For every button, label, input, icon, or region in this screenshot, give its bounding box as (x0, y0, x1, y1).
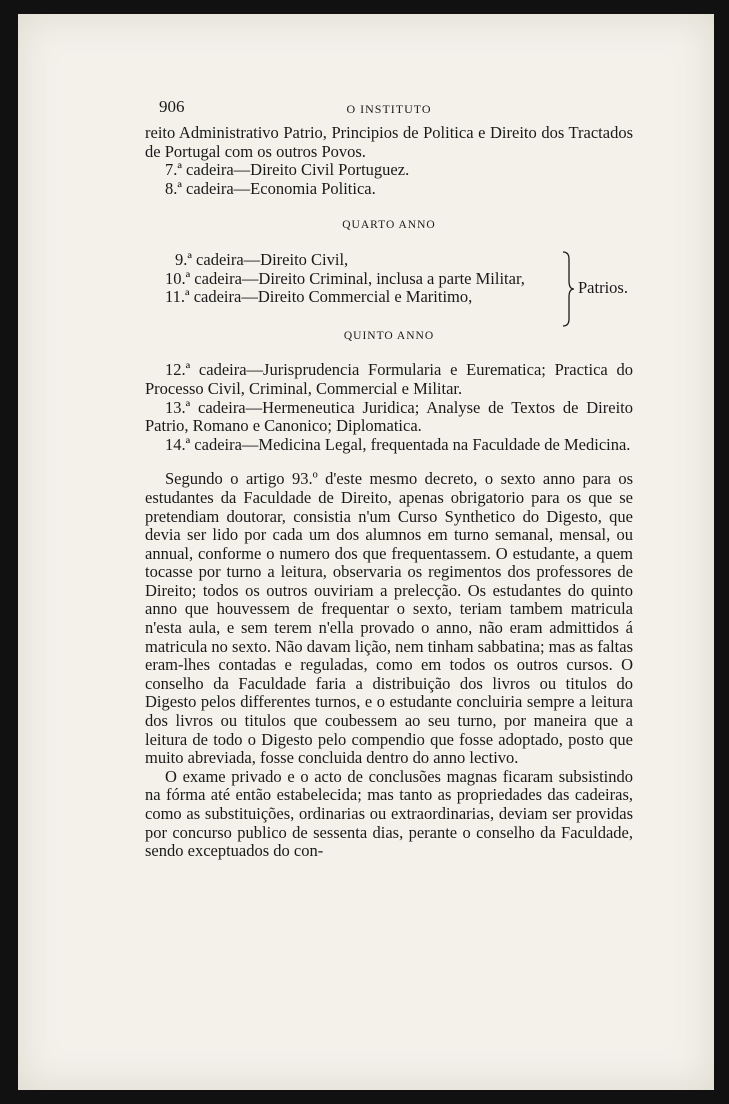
body-paragraph: O exame privado e o acto de conclusões magnas ficaram subsistindo na fórma até então estabelecida; mas tanto as propriedades das cadeiras, como as substituições, ordinarias ou extraordinarias, deviam ser providas por concurso publico de sessenta dias, perante o conselho da Faculdade, sendo exceptuados do con- (145, 766, 633, 861)
course-item: 8.ª cadeira—Economia Politica. (165, 178, 376, 198)
running-head (145, 98, 633, 124)
section-heading-quinto-anno: QUINTO ANNO (343, 329, 435, 342)
course-item: 14.ª cadeira—Medicina Legal, frequentada na Faculdade de Medicina. (165, 434, 631, 454)
running-title: O INSTITUTO (346, 102, 432, 116)
page-number: 906 (159, 97, 185, 116)
page-content (145, 98, 633, 861)
bracket-label: Patrios. (578, 277, 628, 297)
book-page (18, 14, 714, 1090)
curly-brace-icon (561, 251, 575, 327)
section-heading-quarto-anno: QUARTO ANNO (342, 219, 436, 232)
course-item: 7.ª cadeira—Direito Civil Portuguez. (165, 160, 410, 180)
course-item: 11.ª cadeira—Direito Commercial e Maritimo, (165, 287, 473, 307)
course-item: 9.ª cadeira—Direito Civil, (175, 249, 349, 269)
body-paragraph: Segundo o artigo 93.º d'este mesmo decreto, o sexto anno para os estudantes da Faculdade de Direito, apenas obrigatorio para os que se pretendiam doutorar, consistia n'um Curso Synthetico do Digesto, que devia ser lido por cada um dos alumnos em turno semanal, mensal, ou annual, conforme o numero dos que frequentassem. O estudante, a quem tocasse por turno a leitura, observaria os regimentos dos professores de Direito; todos os outros ouviriam a prelecção. Os estudantes do quinto anno que houvessem de frequentar o sexto, teriam tambem matricula n'esta aula, e sem terem n'ella provado o anno, não eram admittidos á matricula no sexto. Não davam lição, nem tinham sabbatina; mas as faltas eram-lhes contadas e reguladas, como em todos os outros cursos. O conselho da Faculdade faria a distribuição dos livros ou titulos do Digesto pelos differentes turnos, e o estudante concluiria sempre a leitura dos livros ou titulos que coubessem ao seu turno, por maneira que a leitura de todo o Digesto pelo compendio que fosse adoptado, posto que muito abreviada, fosse concluida dentro do anno lectivo. (145, 469, 633, 768)
course-item: 13.ª cadeira—Hermeneutica Juridica; Analyse de Textos de Direito Patrio, Romano e Canonico; Diplomatica. (145, 397, 633, 436)
course-item: 12.ª cadeira—Jurisprudencia Formularia e Eurematica; Practica do Processo Civil, Criminal, Commercial e Militar. (145, 360, 633, 398)
course-item: 10.ª cadeira—Direito Criminal, inclusa a parte Militar, (165, 268, 525, 288)
quarto-anno-list (153, 249, 628, 307)
continuation-paragraph: reito Administrativo Patrio, Principios de Politica e Direito dos Tractados de Portugal com os outros Povos. (145, 123, 633, 161)
